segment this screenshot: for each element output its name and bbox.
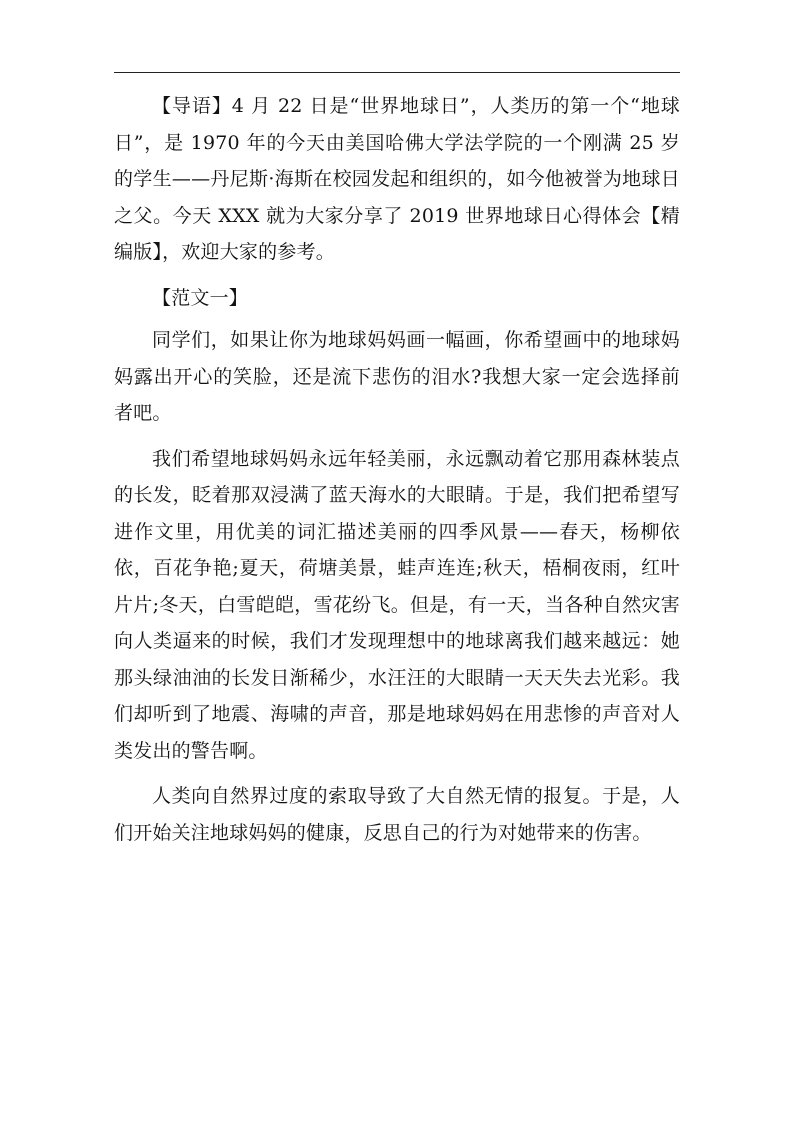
body-paragraph: 我们希望地球妈妈永远年轻美丽，永远飘动着它那用森林装点的长发，眨着那双浸满了蓝天海水的大眼睛。于是，我们把希望写进作文里，用优美的词汇描述美丽的四季风景——春天，杨柳依依，百花争艳;夏天，荷塘美景，蛙声连连;秋天，梧桐夜雨，红叶片片;冬天，白雪皑皑，雪花纷飞。但是，有一天，当各种自然灾害向人类逼来的时候，我们才发现理想中的地球离我们越来越远：她那头绿油油的长发日渐稀少，水汪汪的大眼睛一天天失去光彩。我们却听到了地震、海啸的声音，那是地球妈妈在用悲惨的声音对人类发出的警告啊。 (114, 447, 680, 762)
section-heading: 【范文一】 (152, 286, 249, 309)
body-paragraph: 同学们，如果让你为地球妈妈画一幅画，你希望画中的地球妈妈露出开心的笑脸，还是流下悲伤的泪水?我想大家一定会选择前者吧。 (114, 329, 680, 424)
header-rule (114, 72, 680, 73)
document-body (114, 88, 680, 860)
intro-paragraph: 【导语】4 月 22 日是“世界地球日”，人类历的第一个“地球日”，是 1970 年的今天由美国哈佛大学法学院的一个刚满 25 岁的学生——丹尼斯·海斯在校园发起和组织的，如今他被誉为地球日之父。今天 XXX 就为大家分享了 2019 世界地球日心得体会【精编版】，欢迎大家的参考。 (114, 95, 681, 263)
body-paragraph: 人类向自然界过度的索取导致了大自然无情的报复。于是，人们开始关注地球妈妈的健康，反思自己的行为对她带来的伤害。 (114, 785, 680, 844)
